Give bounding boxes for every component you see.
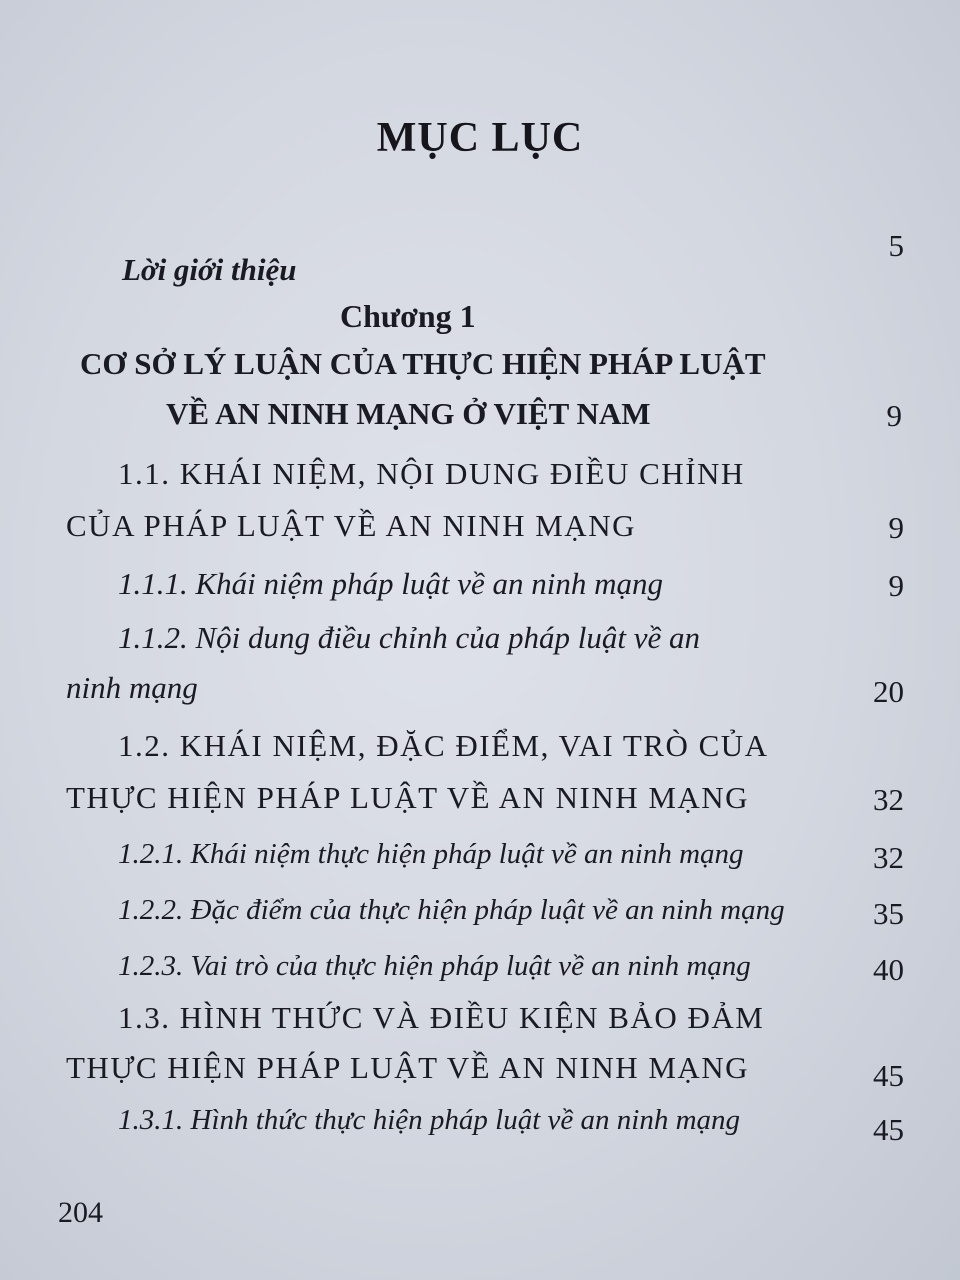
toc-subsection-1-2-3: 1.2.3. Vai trò của thực hiện pháp luật về an ninh mạng [118, 950, 751, 982]
toc-section-1-3-line2: THỰC HIỆN PHÁP LUẬT VỀ AN NINH MẠNG [66, 1050, 750, 1085]
toc-section-1-1-line1: 1.1. KHÁI NIỆM, NỘI DUNG ĐIỀU CHỈNH [118, 456, 745, 491]
toc-subsection-1-1-2-line2: ninh mạng [66, 670, 198, 705]
toc-section-1-2-line2: THỰC HIỆN PHÁP LUẬT VỀ AN NINH MẠNG [66, 780, 750, 815]
toc-subsection-1-2-1: 1.2.1. Khái niệm thực hiện pháp luật về an ninh mạng [118, 838, 744, 870]
page-title: MỤC LỤC [376, 115, 584, 161]
chapter-heading: Chương 1 [340, 298, 476, 334]
toc-page-1-3: 45 [873, 1058, 904, 1093]
show-through-texture: ​ [63, 7, 65, 41]
chapter-title-line1: CƠ SỞ LÝ LUẬN CỦA THỰC HIỆN PHÁP LUẬT [80, 346, 766, 381]
toc-page-1-1-1: 9 [888, 568, 904, 603]
toc-page-1-2-2: 35 [873, 896, 904, 931]
toc-page-chapter: 9 [886, 398, 902, 433]
toc-page-1-2-1: 32 [873, 840, 904, 875]
toc-subsection-1-3-1: 1.3.1. Hình thức thực hiện pháp luật về an ninh mạng [118, 1104, 741, 1136]
toc-page-1-2: 32 [873, 782, 904, 817]
toc-subsection-1-2-2: 1.2.2. Đặc điểm của thực hiện pháp luật về an ninh mạng [118, 894, 785, 926]
toc-section-1-3-line1: 1.3. HÌNH THỨC VÀ ĐIỀU KIỆN BẢO ĐẢM [118, 1000, 765, 1035]
page-number: 204 [58, 1196, 103, 1229]
toc-page-1-1: 9 [888, 510, 904, 545]
toc-section-1-1-line2: CỦA PHÁP LUẬT VỀ AN NINH MẠNG [66, 508, 636, 543]
toc-page-intro: 5 [888, 228, 904, 263]
toc-page-1-1-2: 20 [873, 674, 904, 709]
toc-page-1-3-1: 45 [873, 1112, 904, 1147]
toc-subsection-1-1-2-line1: 1.1.2. Nội dung điều chỉnh của pháp luật về an [118, 620, 701, 655]
toc-entry-intro: Lời giới thiệu [122, 252, 297, 287]
toc-page-1-2-3: 40 [873, 952, 904, 987]
toc-subsection-1-1-1: 1.1.1. Khái niệm pháp luật về an ninh mạng [118, 566, 664, 601]
toc-section-1-2-line1: 1.2. KHÁI NIỆM, ĐẶC ĐIỂM, VAI TRÒ CỦA [118, 728, 769, 763]
chapter-title-line2: VỀ AN NINH MẠNG Ở VIỆT NAM [166, 396, 651, 431]
